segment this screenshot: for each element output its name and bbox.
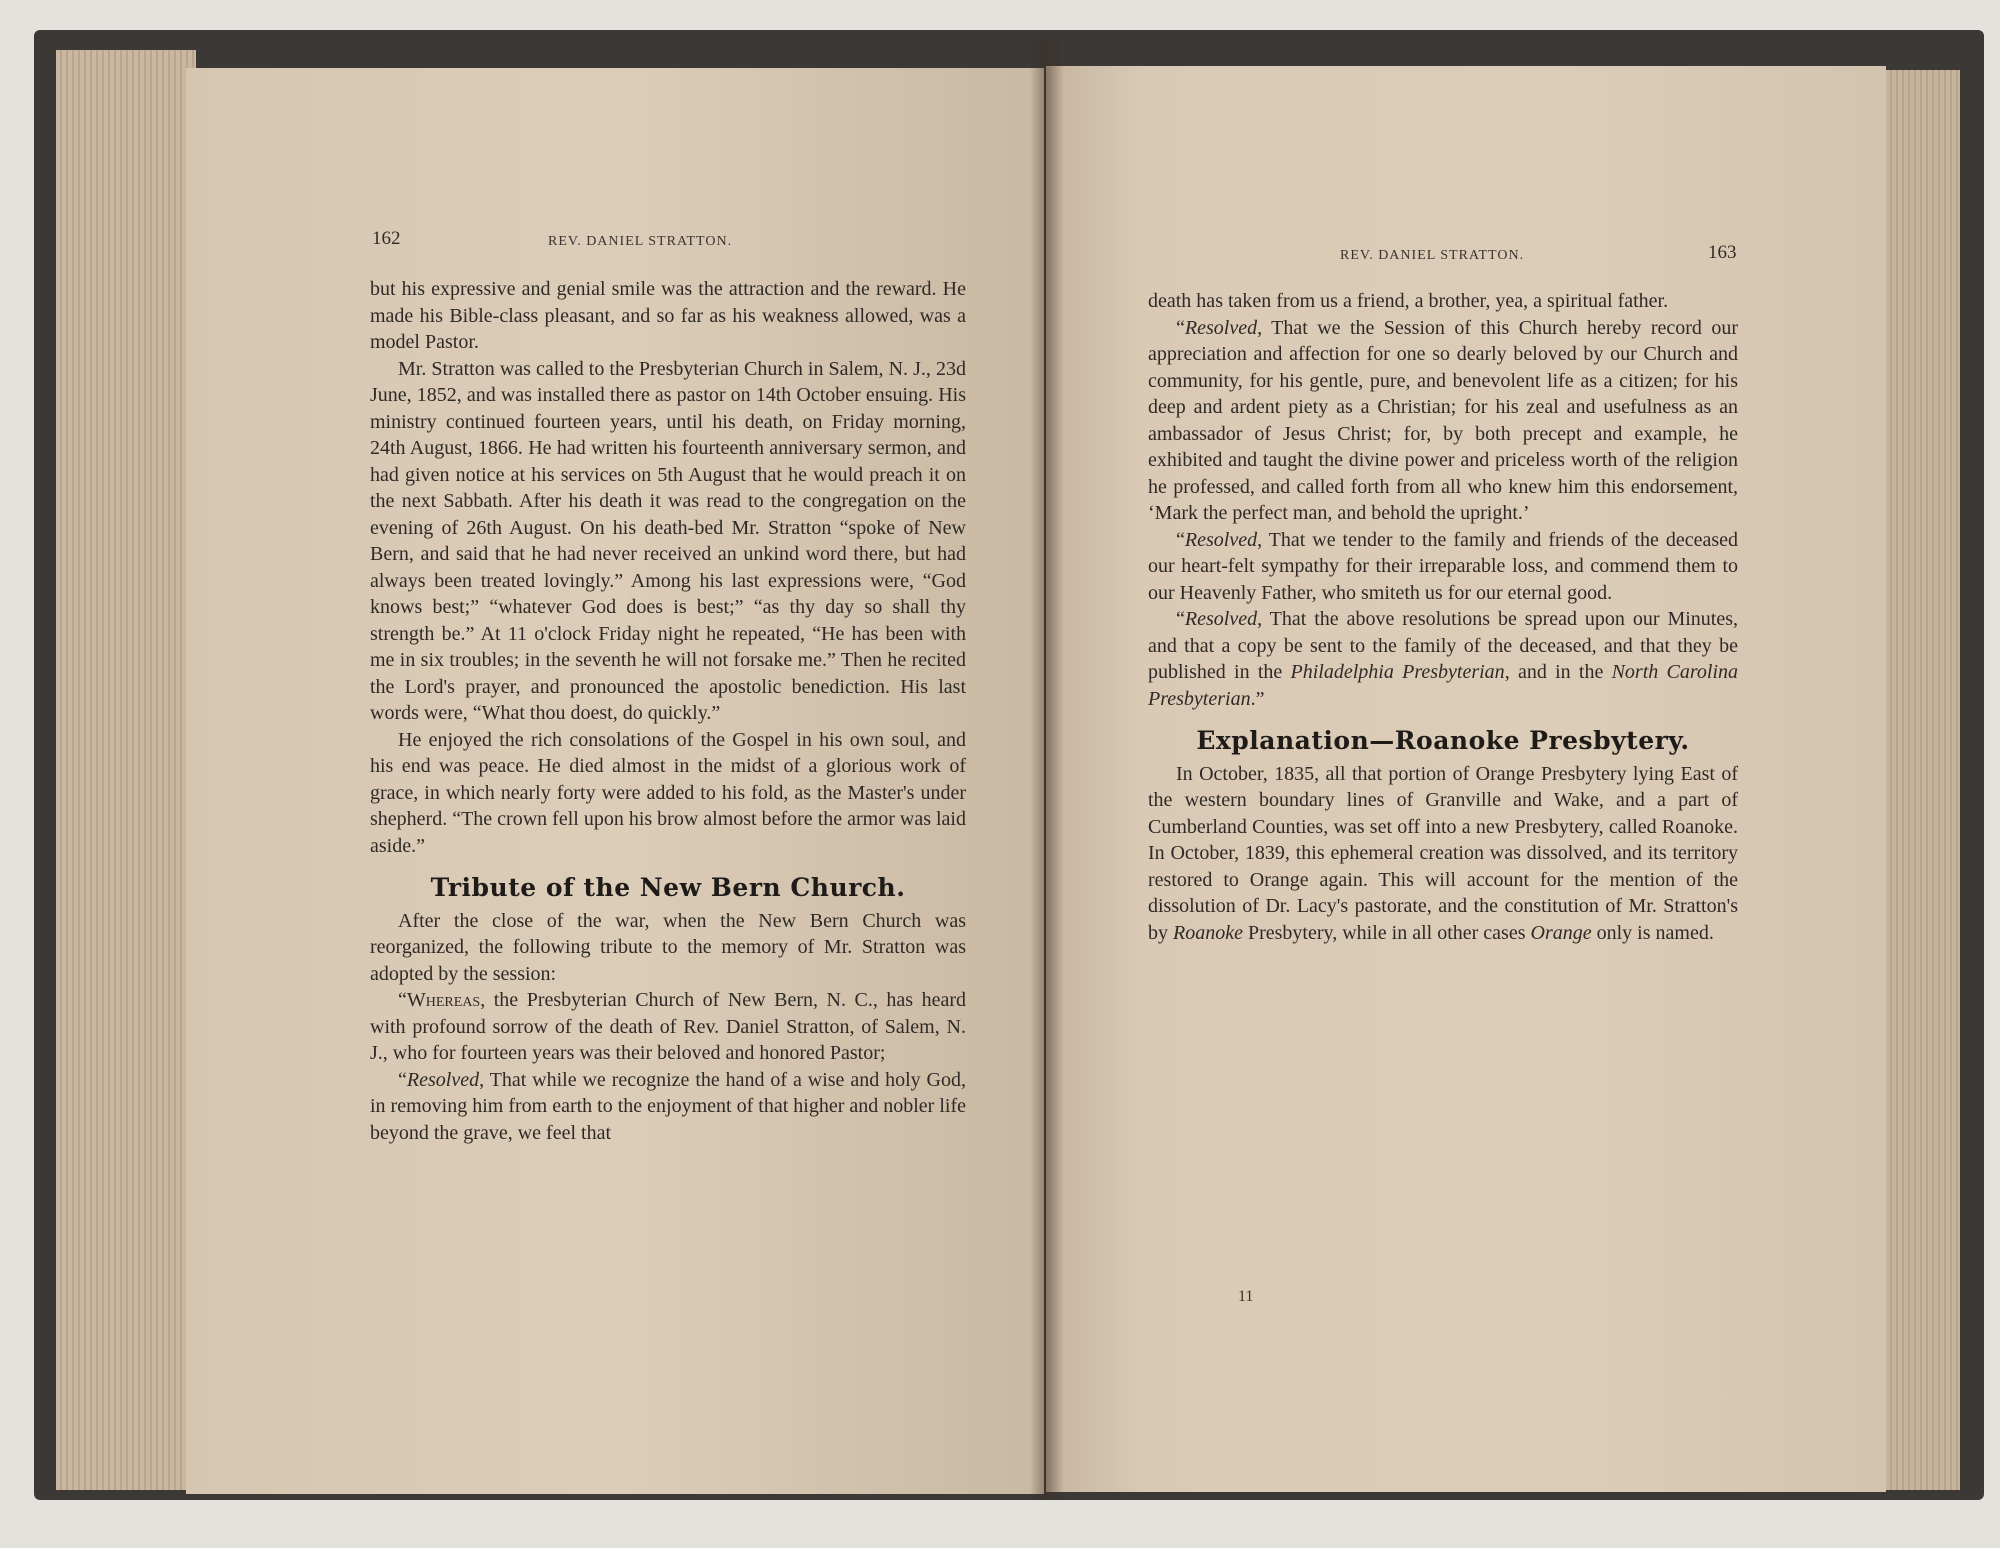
paragraph: He enjoyed the rich consolations of the Gospel in his own soul, and his end was peace. He died almost in the midst of a glorious work of grace, in which nearly forty were added to his fold, as the Master's under shepherd. “The crown fell upon his brow almost before the armor was laid aside.”	[370, 728, 966, 857]
paragraph: “Resolved, That while we recognize the hand of a wise and holy God, in removing him from earth to the enjoyment of that higher and nobler life beyond the grave, we feel that	[370, 1068, 966, 1144]
paragraph: “Resolved, That we tender to the family and friends of the deceased our heart-felt sympathy for their irreparable loss, and commend them to our Heavenly Father, who smiteth us for our eternal good.	[1148, 528, 1738, 604]
paragraph: death has taken from us a friend, a brother, yea, a spiritual father.	[1148, 290, 1669, 312]
running-head-right: REV. DANIEL STRATTON.	[1340, 248, 1525, 263]
paragraph: Mr. Stratton was called to the Presbyterian Church in Salem, N. J., 23d June, 1852, and was installed there as pastor on 14th October ensuing. His ministry continued fourteen years, until his death, on Friday morning, 24th August, 1866. He had written his fourteenth anniversary sermon, and had given notice at his services on 5th August that he would preach it on the next Sabbath. After his death it was read to the congregation on the evening of 26th August. On his death-bed Mr. Stratton “spoke of New Bern, and said that he had never received an unkind word there, but had always been treated lovingly.” Among his last expressions were, “God knows best;” “whatever God does is best;” “as thy day so shall thy strength be.” At 11 o'clock Friday night he repeated, “He has been with me in six troubles; in the seventh he will not forsake me.” Then he recited the Lord's prayer, and pronounced the apostolic benediction. His last words were, “What thou doest, do quickly.”	[370, 357, 966, 724]
paragraph: After the close of the war, when the New Bern Church was reorganized, the following tribute to the memory of Mr. Stratton was adopted by the session:	[370, 909, 966, 985]
left-page-edges	[56, 50, 196, 1490]
section-heading: Tribute of the New Bern Church.	[430, 873, 906, 902]
paragraph: “Resolved, That the above resolutions be spread upon our Minutes, and that a copy be sent to the family of the deceased, and that they be published in the Philadelphia Presbyterian, and in the North Carolina Presbyterian.”	[1148, 608, 1739, 710]
signature-mark: 11	[1238, 1288, 1254, 1305]
right-page-edges	[1880, 70, 1960, 1490]
paragraph: “Resolved, That we the Session of this Church hereby record our appreciation and affection for one so dearly beloved by our Church and community, for his gentle, pure, and benevolent life as a citizen; for his deep and ardent piety as a Christian; for his zeal and usefulness as an ambassador of Jesus Christ; for, by both precept and example, he exhibited and taught the divine power and priceless worth of the religion he professed, and called forth from all who knew him this endorsement, ‘Mark the perfect man, and behold the upright.’	[1148, 316, 1738, 524]
paragraph: “Whereas, the Presbyterian Church of New Bern, N. C., has heard with profound sorrow of the death of Rev. Daniel Stratton, of Salem, N. J., who for fourteen years was their beloved and honored Pastor;	[370, 989, 966, 1064]
paragraph: In October, 1835, all that portion of Orange Presbytery lying East of the western boundary lines of Granville and Wake, and a part of Cumberland Counties, was set off into a new Presbytery, called Roanoke. In October, 1839, this ephemeral creation was dissolved, and its territory restored to Orange again. This will account for the mention of the dissolution of Dr. Lacy's pastorate, and the constitution of Mr. Stratton's by Roanoke Presbytery, while in all other cases Orange only is named.	[1148, 762, 1738, 944]
right-page	[1046, 66, 1886, 1492]
right-text-body	[1148, 288, 1738, 946]
paragraph: but his expressive and genial smile was the attraction and the reward. He made his Bible-class pleasant, and so far as his weakness allowed, was a model Pastor.	[370, 278, 966, 353]
running-head-left: REV. DANIEL STRATTON.	[548, 234, 733, 249]
page-number-left: 162	[372, 228, 401, 249]
book-gutter	[1030, 40, 1064, 1500]
left-page	[186, 68, 1044, 1494]
page-number-right: 163	[1708, 242, 1737, 263]
left-text-body	[370, 276, 966, 1146]
section-heading: Explanation—Roanoke Presbytery.	[1196, 726, 1690, 755]
